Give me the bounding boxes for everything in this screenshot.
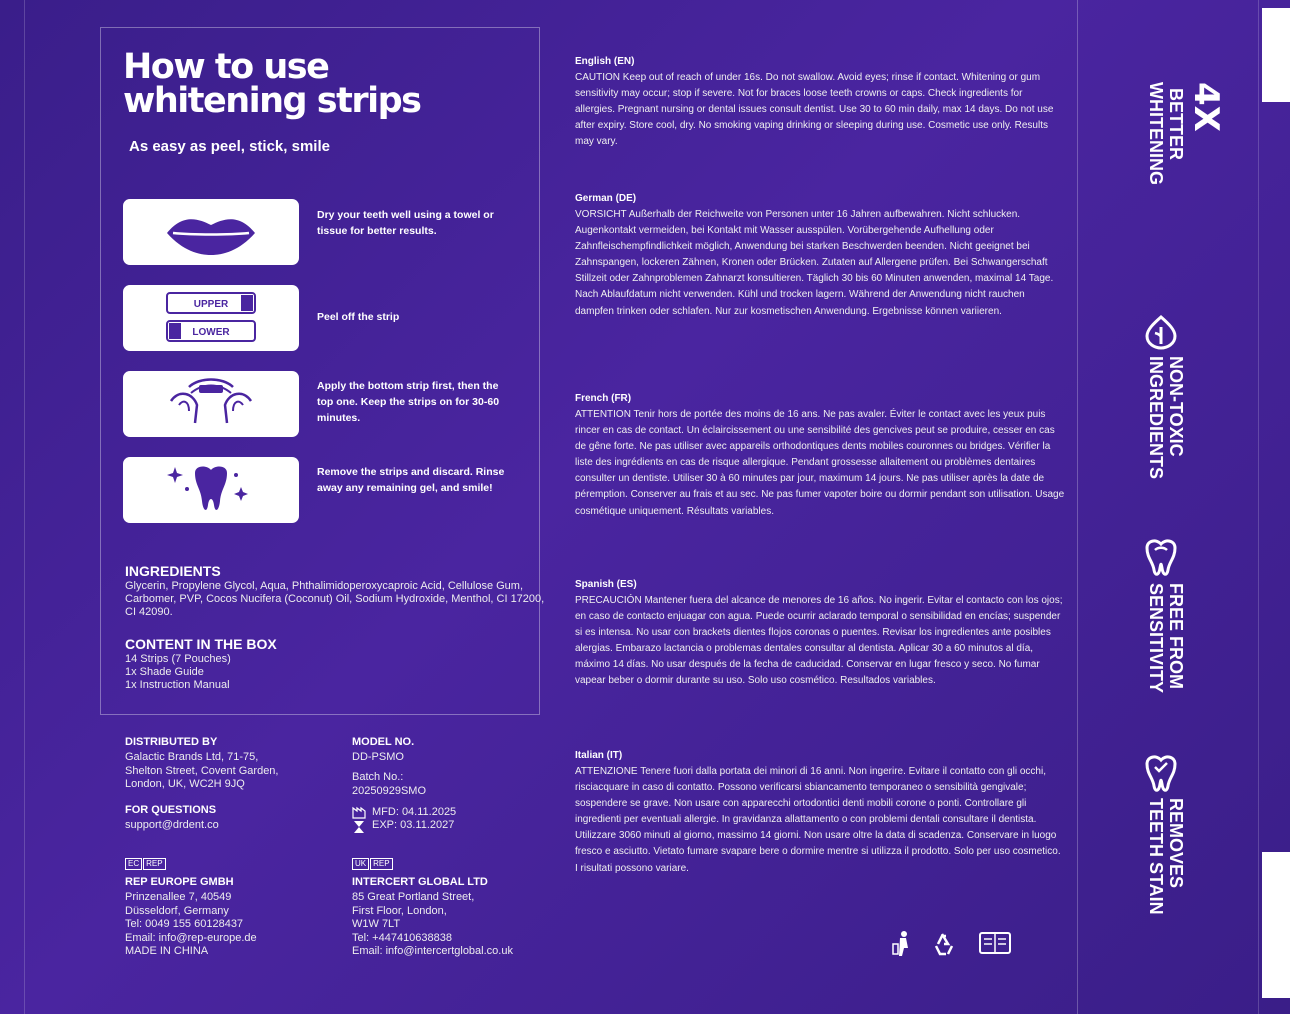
claim-4x: 4X [1186, 82, 1226, 132]
hands-apply-icon [123, 371, 299, 437]
fold-line [1077, 0, 1078, 1014]
recycle-icon [936, 934, 952, 954]
lower-label: LOWER [192, 327, 230, 338]
uk-rep-address [352, 891, 513, 959]
sparkle-tooth-icon [123, 457, 299, 523]
address-line: Email: info@intercertglobal.co.uk [352, 945, 513, 957]
claim-removes-stain [1146, 798, 1186, 915]
title-line-2: whitening strips [123, 81, 421, 121]
box-content-heading: CONTENT IN THE BOX [125, 636, 277, 652]
read-manual-icon [980, 933, 1010, 953]
ec-rep-name: REP EUROPE GMBH [125, 876, 234, 888]
disposal-icons [886, 928, 1016, 958]
address-line: London, UK, WC2H 9JQ [125, 778, 245, 790]
model-value: DD-PSMO [352, 751, 404, 763]
white-flap-top [1262, 8, 1290, 102]
claim-better-whitening [1146, 82, 1226, 185]
address-line: Email: info@rep-europe.de [125, 931, 257, 944]
badge-uk: UK [352, 858, 369, 870]
page-title [123, 47, 421, 121]
address-line: Prinzenallee 7, 40549 [125, 891, 232, 903]
step-1-text: Dry your teeth well using a towel or tissue for better results. [317, 209, 494, 237]
ec-rep-badge [125, 858, 167, 870]
address-line: Shelton Street, Covent Garden, [125, 764, 279, 777]
warning-text: CAUTION Keep out of reach of under 16s. Do not swallow. Avoid eyes; rinse if contact. Whitening or gum sensitivity may occur; stop if severe. Not for braces loose teeth crowns or caps. Check ingredients for allergies. Pregnant nursing or dental issues consult dentist. Use 30 to 60 min daily, max 14 days. Do not use after expiry. Store cool, dry. No smoking vaping drinking or sleeping during use. Cosmetic use only. Results may vary. [575, 72, 1054, 148]
warning-text: ATTENTION Tenir hors de portée des moins de 16 ans. Ne pas avaler. Éviter le contact avec les yeux puis rincer en cas de contact. Un éclaircissement ou une sensibilité des gencives peut se produire, cesser en cas de gêne forte. Ne pas utiliser avec appareils orthodontiques dents mobiles couronnes ou bridges. Vérifier la liste des ingrédients en cas de risque allergique. Pendant grossesse allaitement ou problèmes dentaires consulter un dentiste. Utiliser 30 à 60 minutes par jour, maximum 14 jours. Ne pas utiliser après la date de péremption. Conserver au frais et au sec. Ne pas fumer vapoter boire ou dormir pendant son utilisation. Usage cosmétique uniquement. Résultats variables. [575, 409, 1065, 517]
badge-rep: REP [143, 858, 165, 870]
ingredients-heading: INGREDIENTS [125, 563, 221, 579]
claim-line: INGREDIENTS [1146, 356, 1166, 480]
batch-value: 20250929SMO [352, 785, 426, 797]
warning-english [575, 56, 1065, 150]
questions-label: FOR QUESTIONS [125, 804, 217, 816]
ingredients-text: Glycerin, Propylene Glycol, Aqua, Phthalimidoperoxycaproic Acid, Cellulose Gum, Carbomer, PVP, Cocos Nucifera (Coconut) Oil, Sodium Hydroxide, Menthol, CI 17200, CI 42090. [125, 580, 545, 618]
subtitle: As easy as peel, stick, smile [129, 138, 330, 155]
address-line: Düsseldorf, Germany [125, 904, 229, 917]
step-3-text: Apply the bottom strip first, then the top one. Keep the strips on for 30-60 minutes. [317, 380, 500, 424]
warning-german [575, 193, 1065, 320]
language-name: German (DE) [575, 193, 637, 204]
step-4-text: Remove the strips and discard. Rinse away any remaining gel, and smile! [317, 466, 505, 494]
badge-ec: EC [125, 858, 142, 870]
step-3 [123, 371, 543, 437]
fold-line-right [1258, 0, 1259, 1014]
step-4 [123, 457, 543, 523]
address-line: Tel: +447410638838 [352, 931, 453, 944]
claim-free-from-sensitivity [1146, 583, 1186, 693]
warning-spanish [575, 579, 1065, 690]
support-email: support@drdent.co [125, 819, 219, 831]
uk-rep-badge [352, 858, 394, 870]
claim-line: REMOVES [1166, 798, 1186, 889]
made-in: MADE IN CHINA [125, 945, 209, 957]
upper-label: UPPER [193, 299, 229, 310]
language-name: French (FR) [575, 393, 632, 404]
address-line: First Floor, London, [352, 904, 447, 917]
step-2 [123, 285, 543, 351]
step-2-text: Peel off the strip [317, 311, 400, 323]
tooth-icon [1141, 536, 1181, 576]
address-line: Tel: 0049 155 60128437 [125, 918, 244, 930]
cut-line-left [24, 0, 25, 1014]
instructions-panel [100, 27, 545, 715]
warning-text: ATTENZIONE Tenere fuori dalla portata dei minori di 16 anni. Non ingerire. Evitare il contatto con gli occhi, risciacquare in caso di contatto. Possono verificarsi sbiancamento temporaneo o sensibilità gengivale; sospendere se grave. Non usare con apparecchi ortodontici denti mobili corone o ponti. Controllare gli ingredienti per eventuali allergie. In gravidanza allattamento o con problemi dentali consultare il dentista. Utilizzare 3060 minuti al giorno, massimo 14 giorni. Non usare oltre la data di scadenza. Conservare in luogo fresco e asciutto. Vietato fumare svapare bere o dormire mentre si utilizza il prodotto. Solo per uso cosmetico. I risultati possono variare. [575, 766, 1061, 874]
title-line-1: How to use [123, 47, 329, 87]
clean-tooth-icon [1141, 752, 1181, 792]
claim-line: BETTER [1166, 88, 1186, 160]
distributed-label: DISTRIBUTED BY [125, 736, 218, 748]
batch-label: Batch No.: [352, 771, 404, 783]
address-line: Galactic Brands Ltd, 71-75, [125, 751, 259, 763]
warning-text: VORSICHT Außerhalb der Reichweite von Personen unter 16 Jahren aufbewahren. Nicht schlucken. Augenkontakt vermeiden, bei Kontakt mit Wasser ausspülen. Vorübergehende Aufhellung oder Zahnfleischempfindlichkeit möglich, Anwendung bei starken Beschwerden beenden. Nicht geeignet bei Zahnspangen, lockeren Zähnen, Kronen oder Brücken. Zutaten auf Allergene prüfen. Bei Schwangerschaft Stillzeit oder Zahnproblemen Zahnarzt konsultieren. Täglich 30 bis 60 Minuten anwenden, maximal 14 Tage. Nach Ablaufdatum nicht verwenden. Kühl und trocken lagern. Während der Anwendung nicht rauchen dampfen trinken oder schlafen. Nur zur kosmetischen Anwendung. Ergebnisse können variieren. [575, 209, 1054, 317]
claim-line: FREE FROM [1166, 583, 1186, 689]
exp-date: EXP: 03.11.2027 [372, 819, 455, 831]
model-label: MODEL NO. [352, 736, 415, 748]
step-1 [123, 199, 543, 265]
address-line: W1W 7LT [352, 918, 401, 930]
badge-rep: REP [370, 858, 392, 870]
lips-icon [123, 199, 299, 265]
box-content-list [125, 653, 545, 692]
address-line: 85 Great Portland Street, [352, 891, 475, 903]
factory-hourglass-icon [352, 806, 366, 834]
strip-icon [123, 285, 299, 351]
warning-italian [575, 750, 1065, 877]
claim-line: TEETH STAIN [1146, 798, 1166, 915]
claim-non-toxic [1146, 356, 1186, 479]
distributed-address [125, 751, 278, 792]
box-item: 1x Instruction Manual [125, 679, 230, 691]
tidyman-icon [893, 931, 908, 956]
warning-text: PRECAUCIÓN Mantener fuera del alcance de menores de 16 años. No ingerir. Evitar el contacto con los ojos; en caso de contacto enjuagar con agua. Puede ocurrir aclarado temporal o sensibilidad en encías; suspender si es intensa. No usar con brackets dientes flojos coronas o puentes. Revisar los ingredientes ante posibles alergias. Embarazo lactancia o problemas dentales consultar al dentista. Aplicar 30 a 60 minutos al día, máximo 14 días. No usar después de la fecha de caducidad. Conservar en lugar fresco y seco. No fumar vapear beber o dormir durante su uso. Solo uso cosmético. Resultados variables. [575, 595, 1063, 687]
mfd-date: MFD: 04.11.2025 [372, 806, 457, 818]
claim-line: NON-TOXIC [1166, 356, 1186, 457]
box-item: 14 Strips (7 Pouches) [125, 653, 231, 665]
claim-line: WHITENING [1146, 82, 1166, 185]
claim-line: SENSITIVITY [1146, 583, 1166, 694]
language-name: English (EN) [575, 56, 635, 67]
language-name: Spanish (ES) [575, 579, 637, 590]
box-item: 1x Shade Guide [125, 666, 204, 678]
ec-rep-address [125, 891, 257, 959]
uk-rep-name: INTERCERT GLOBAL LTD [352, 876, 488, 888]
language-name: Italian (IT) [575, 750, 623, 761]
white-flap-bottom [1262, 852, 1290, 998]
leaf-drop-icon [1141, 314, 1181, 350]
warning-french [575, 393, 1065, 520]
